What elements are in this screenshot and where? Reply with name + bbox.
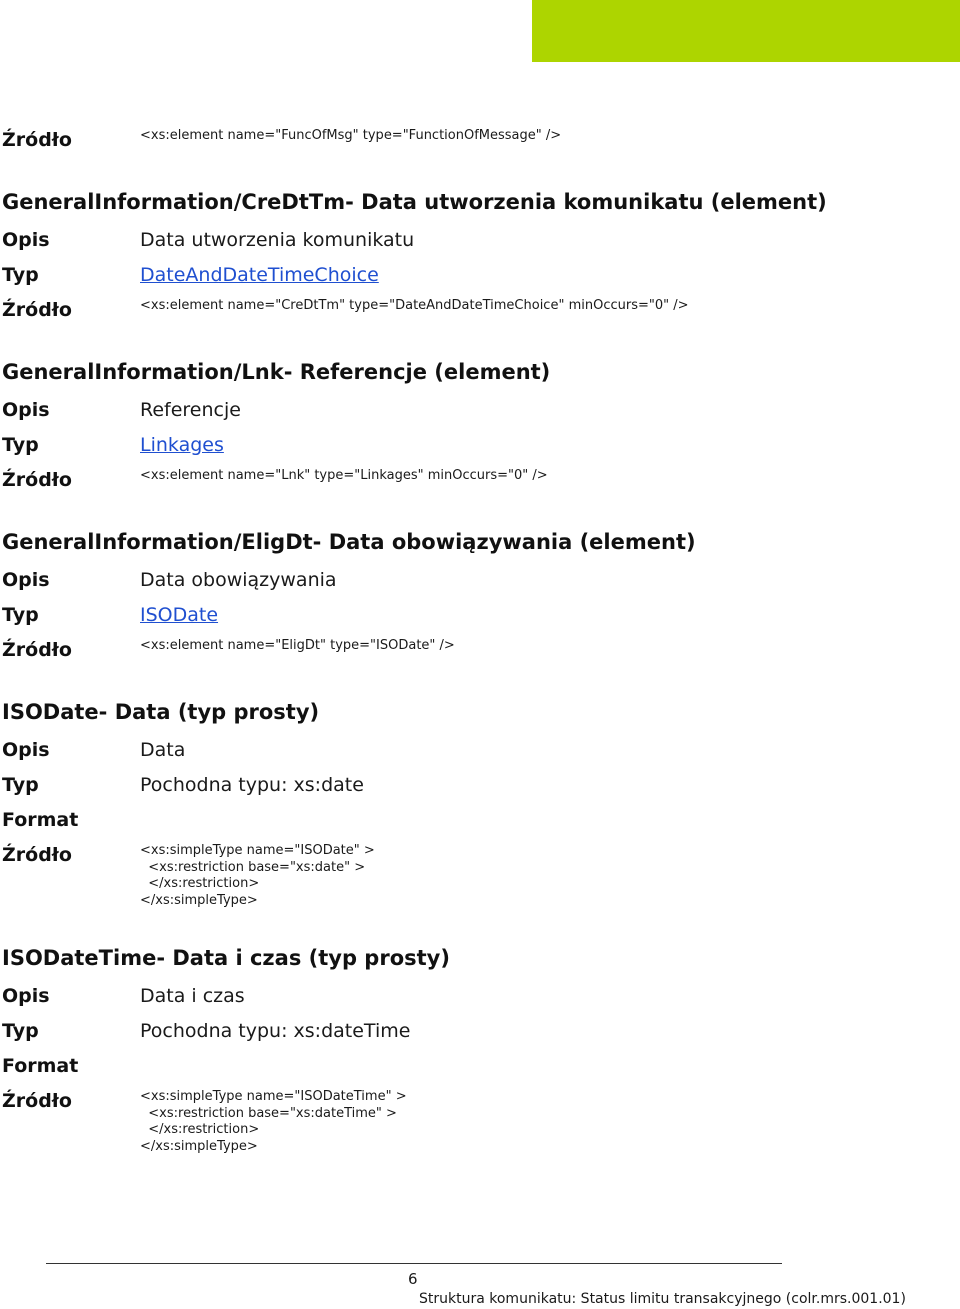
opis-value: Referencje: [140, 399, 241, 421]
footer-title: Struktura komunikatu: Status limitu transakcyjnego (colr.mrs.001.01): [419, 1291, 906, 1307]
label-zrodlo: Źródło: [2, 1090, 72, 1112]
source-code: <xs:element name="Lnk" type="Linkages" minOccurs="0" />: [140, 468, 548, 483]
opis-value: Data obowiązywania: [140, 569, 337, 591]
section-heading: GeneralInformation/Lnk- Referencje (element): [2, 360, 551, 384]
label-zrodlo: Źródło: [2, 469, 72, 491]
section-heading: GeneralInformation/EligDt- Data obowiązywania (element): [2, 530, 696, 554]
source-code: <xs:element name="CreDtTm" type="DateAndDateTimeChoice" minOccurs="0" />: [140, 298, 689, 313]
label-zrodlo: Źródło: [2, 129, 72, 151]
source-code-line: <xs:simpleType name="ISODateTime" >: [140, 1089, 407, 1104]
source-code-line: <xs:restriction base="xs:date" >: [140, 859, 366, 875]
source-code: <xs:element name="FuncOfMsg" type="FunctionOfMessage" />: [140, 128, 562, 143]
label-format: Format: [2, 809, 79, 831]
label-format: Format: [2, 1055, 79, 1077]
source-code-line: </xs:simpleType>: [140, 893, 258, 909]
source-code-line: <xs:restriction base="xs:dateTime" >: [140, 1105, 397, 1121]
type-value: Pochodna typu: xs:date: [140, 774, 364, 796]
type-link[interactable]: ISODate: [140, 604, 219, 626]
label-typ: Typ: [2, 1020, 39, 1042]
opis-value: Data utworzenia komunikatu: [140, 229, 415, 251]
label-opis: Opis: [2, 399, 50, 421]
section-heading: ISODateTime- Data i czas (typ prosty): [2, 946, 450, 970]
source-code-line: </xs:restriction>: [140, 1122, 260, 1138]
label-zrodlo: Źródło: [2, 299, 72, 321]
footer-divider: [46, 1263, 782, 1264]
label-zrodlo: Źródło: [2, 639, 72, 661]
label-typ: Typ: [2, 774, 39, 796]
opis-value: Data i czas: [140, 985, 245, 1007]
section-heading: ISODate- Data (typ prosty): [2, 700, 320, 724]
source-code-line: <xs:simpleType name="ISODate" >: [140, 843, 375, 858]
label-zrodlo: Źródło: [2, 844, 72, 866]
accent-bar: [532, 0, 960, 62]
type-link[interactable]: Linkages: [140, 434, 224, 456]
type-value: Pochodna typu: xs:dateTime: [140, 1020, 411, 1042]
section-heading: GeneralInformation/CreDtTm- Data utworzenia komunikatu (element): [2, 190, 827, 214]
type-link[interactable]: DateAndDateTimeChoice: [140, 264, 379, 286]
label-opis: Opis: [2, 739, 50, 761]
page-number: 6: [408, 1270, 418, 1288]
source-code-line: </xs:simpleType>: [140, 1139, 258, 1155]
label-typ: Typ: [2, 604, 39, 626]
label-opis: Opis: [2, 985, 50, 1007]
label-opis: Opis: [2, 569, 50, 591]
source-code: <xs:element name="EligDt" type="ISODate" />: [140, 638, 455, 653]
label-opis: Opis: [2, 229, 50, 251]
source-code-line: </xs:restriction>: [140, 876, 260, 892]
opis-value: Data: [140, 739, 186, 761]
label-typ: Typ: [2, 434, 39, 456]
label-typ: Typ: [2, 264, 39, 286]
